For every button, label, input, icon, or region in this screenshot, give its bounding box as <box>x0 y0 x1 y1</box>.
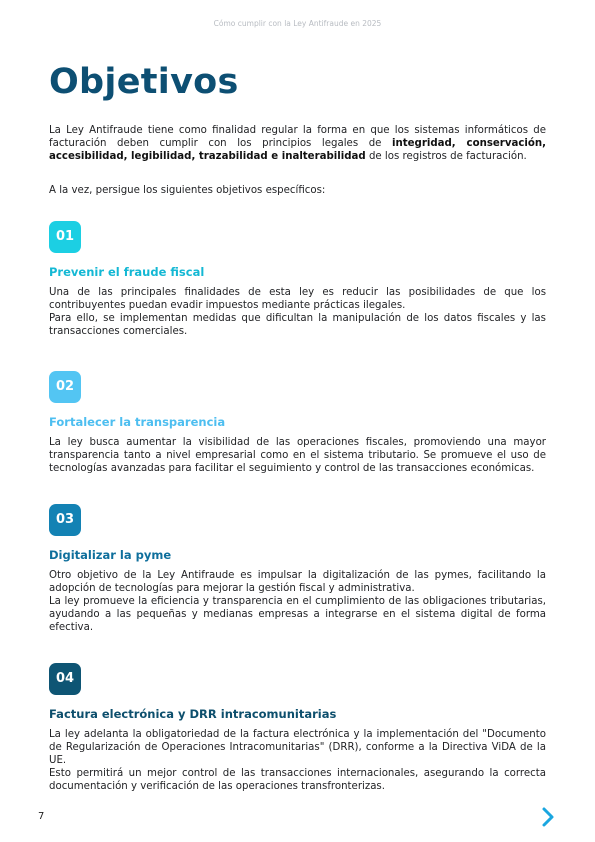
section-title: Fortalecer la transparencia <box>49 415 226 429</box>
section-text: Esto permitirá un mejor control de las transacciones internacionales, asegurando la correcta documentación y verificación de las operaciones transfronterizas. <box>49 768 546 792</box>
running-header: Cómo cumplir con la Ley Antifraude en 2025 <box>213 19 382 28</box>
intro-text-end: de los registros de facturación. <box>365 151 527 162</box>
section-body <box>49 569 546 634</box>
intro-paragraph <box>49 124 546 163</box>
section-number-badge: 03 <box>49 504 81 536</box>
section-text: Una de las principales finalidades de esta ley es reducir las posibilidades de que los contribuyentes puedan evadir impuestos mediante prácticas ilegales. <box>49 287 546 311</box>
intro-principles: integridad, conservación, accesibilidad, legibilidad, trazabilidad e inalterabilidad <box>49 138 546 162</box>
section-text: La ley adelanta la obligatoriedad de la factura electrónica y la implementación del "Documento de Regularización de Operaciones Intracomunitarias" (DRR), conforme a la Directiva ViDA de la UE. <box>49 729 546 766</box>
page-title: Objetivos <box>49 62 239 102</box>
chevron-right-icon[interactable] <box>540 806 556 828</box>
section-number-badge: 02 <box>49 371 81 403</box>
section-body <box>49 286 546 338</box>
page-number: 7 <box>38 811 45 822</box>
section-text: La ley promueve la eficiencia y transparencia en el cumplimiento de las obligaciones tributarias, ayudando a las pequeñas y medianas empresas a integrarse en el sistema digital de forma efectiva. <box>49 596 546 633</box>
section-title: Prevenir el fraude fiscal <box>49 265 205 279</box>
section-title: Digitalizar la pyme <box>49 548 172 562</box>
intro-text-start: La Ley Antifraude tiene como finalidad regular la forma en que los sistemas informáticos de facturación deben cumplir con los principios legales de <box>49 125 546 149</box>
section-number-badge: 04 <box>49 663 81 695</box>
section-number-badge: 01 <box>49 221 81 253</box>
section-text: Para ello, se implementan medidas que dificultan la manipulación de los datos fiscales y las transacciones comerciales. <box>49 313 546 337</box>
section-text: La ley busca aumentar la visibilidad de las operaciones fiscales, promoviendo una mayor transparencia tanto a nivel empresarial como en el sistema tributario. Se promueve el uso de tecnologías avanzadas para facilitar el seguimiento y control de las transacciones económicas. <box>49 437 546 474</box>
section-body <box>49 728 546 793</box>
section-text: Otro objetivo de la Ley Antifraude es impulsar la digitalización de las pymes, facilitando la adopción de tecnologías para mejorar la gestión fiscal y administrativa. <box>49 570 546 594</box>
section-title: Factura electrónica y DRR intracomunitarias <box>49 707 337 721</box>
intro-objectives-lead: A la vez, persigue los siguientes objetivos específicos: <box>49 185 326 196</box>
section-body <box>49 436 546 475</box>
